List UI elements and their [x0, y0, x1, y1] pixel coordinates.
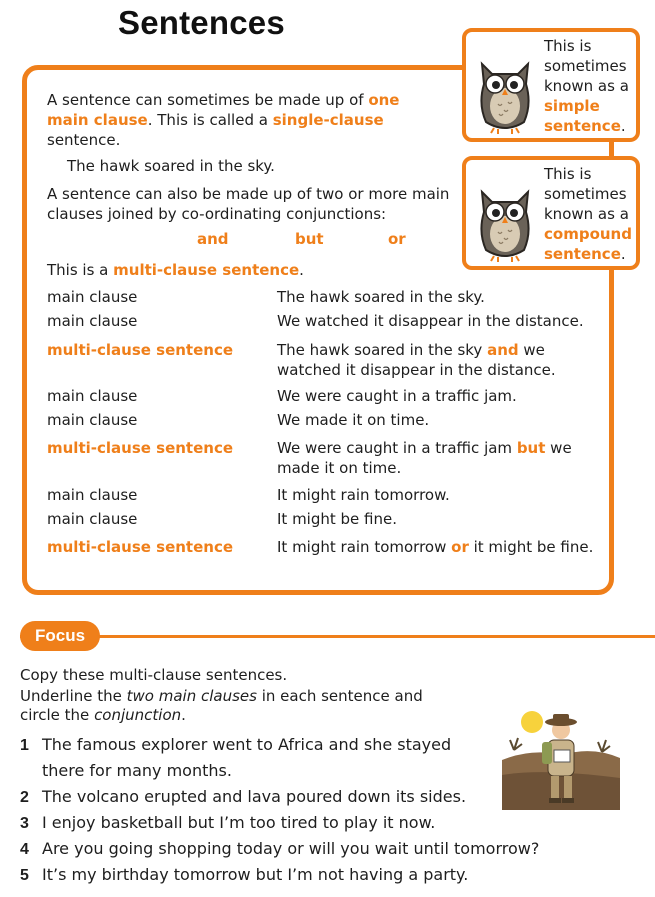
question-3 — [20, 810, 435, 837]
main-clause-sentence: It might be fine. — [277, 510, 397, 528]
example-sentence-hawk: The hawk soared in the sky. — [67, 157, 275, 175]
main-clause-label: main clause — [47, 486, 138, 504]
instr3-italic: conjunction — [94, 706, 182, 724]
owl2-text-c: . — [620, 245, 626, 263]
owl-callout-simple-text — [544, 36, 638, 136]
intro1-text-a: A sentence can sometimes be made up of — [47, 91, 369, 109]
page-title: Sentences — [118, 4, 285, 41]
question-4 — [20, 836, 539, 863]
focus-instruction-3 — [20, 706, 186, 725]
multi-clause-label: multi-clause sentence — [47, 341, 234, 359]
conjunction-but: but — [295, 230, 324, 248]
question-text: The famous explorer went to Africa and she stayed — [42, 735, 452, 754]
instr3-text-a: circle the — [20, 706, 95, 724]
focus-badge: Focus — [20, 621, 100, 651]
main-clause-sentence: It might rain tomorrow. — [277, 486, 450, 504]
multi-clause-part-a: It might rain tomorrow — [277, 538, 452, 556]
multi-clause-conjunction: and — [487, 341, 519, 359]
conjunction-or: or — [388, 230, 406, 248]
multi-clause-conjunction: but — [516, 439, 546, 457]
multi-clause-sentence — [277, 537, 607, 557]
instr2-text-c: in each sentence and — [256, 687, 423, 705]
owl1-text-a: This is sometimes known as a — [544, 37, 629, 95]
question-text: The volcano erupted and lava poured down its sides. — [42, 787, 467, 806]
owl-callout-compound-text — [544, 164, 638, 264]
instr2-text-a: Underline the — [20, 687, 127, 705]
multi-clause-part-a: We were caught in a traffic jam — [277, 439, 517, 457]
main-clause-label: main clause — [47, 411, 138, 429]
owl2-text-a: This is sometimes known as a — [544, 165, 629, 223]
multi-clause-label: multi-clause sentence — [47, 439, 234, 457]
owl-icon — [474, 182, 536, 262]
multi-clause-conjunction: or — [451, 538, 469, 556]
owl-callout-simple — [462, 28, 640, 142]
intro1-highlight-single-clause: single-clause — [272, 111, 384, 129]
main-clause-label: main clause — [47, 288, 138, 306]
main-clause-label: main clause — [47, 387, 138, 405]
main-clause-sentence: The hawk soared in the sky. — [277, 288, 485, 306]
intro1-text-c: . This is called a — [147, 111, 273, 129]
multi-clause-part-b: we made it on time. — [277, 439, 572, 477]
focus-instruction-1: Copy these multi-clause sentences. — [20, 666, 288, 684]
question-number: 5 — [20, 867, 29, 884]
question-5 — [20, 862, 468, 889]
question-text: It’s my birthday tomorrow but I’m not having a party. — [42, 865, 469, 884]
owl2-highlight: compound sentence — [544, 225, 632, 263]
intro3-text-c: . — [299, 261, 304, 279]
owl1-highlight: simple sentence — [544, 97, 621, 135]
question-text: I enjoy basketball but I’m too tired to play it now. — [42, 813, 436, 832]
question-2 — [20, 784, 466, 811]
question-number: 3 — [20, 815, 29, 832]
main-clause-label: main clause — [47, 312, 138, 330]
multi-clause-part-a: The hawk soared in the sky — [277, 341, 488, 359]
instr3-text-c: . — [181, 706, 186, 724]
intro-paragraph-2: A sentence can also be made up of two or more main clauses joined by co-ordinating conjunctions: — [47, 185, 450, 223]
multi-clause-sentence — [277, 340, 607, 380]
intro3-text-a: This is a — [47, 261, 114, 279]
intro1-highlight-one-main-clause: one main clause — [47, 91, 400, 129]
focus-divider — [20, 635, 655, 638]
main-clause-sentence: We made it on time. — [277, 411, 430, 429]
multi-clause-label: multi-clause sentence — [47, 538, 234, 556]
main-clause-sentence: We were caught in a traffic jam. — [277, 387, 517, 405]
question-number: 2 — [20, 789, 29, 806]
owl-callout-compound — [462, 156, 640, 270]
main-clause-sentence: We watched it disappear in the distance. — [277, 312, 584, 330]
focus-instruction-2 — [20, 687, 423, 706]
multi-clause-part-b: we watched it disappear in the distance. — [277, 341, 556, 379]
intro-paragraph-3 — [47, 260, 304, 280]
multi-clause-part-b: it might be fine. — [468, 538, 594, 556]
question-number: 4 — [20, 841, 29, 858]
instr2-italic: two main clauses — [126, 687, 257, 705]
owl1-text-c: . — [620, 117, 626, 135]
intro1-text-e: sentence. — [47, 131, 121, 149]
intro-paragraph-1 — [47, 90, 432, 150]
question-1-continued: there for many months. — [42, 761, 232, 780]
intro3-highlight: multi-clause sentence — [113, 261, 300, 279]
explorer-illustration — [502, 700, 620, 810]
conjunction-and: and — [197, 230, 229, 248]
question-number: 1 — [20, 737, 29, 754]
multi-clause-sentence — [277, 438, 607, 478]
main-clause-label: main clause — [47, 510, 138, 528]
owl-icon — [474, 54, 536, 134]
question-1 — [20, 732, 451, 759]
question-text: Are you going shopping today or will you wait until tomorrow? — [42, 839, 540, 858]
